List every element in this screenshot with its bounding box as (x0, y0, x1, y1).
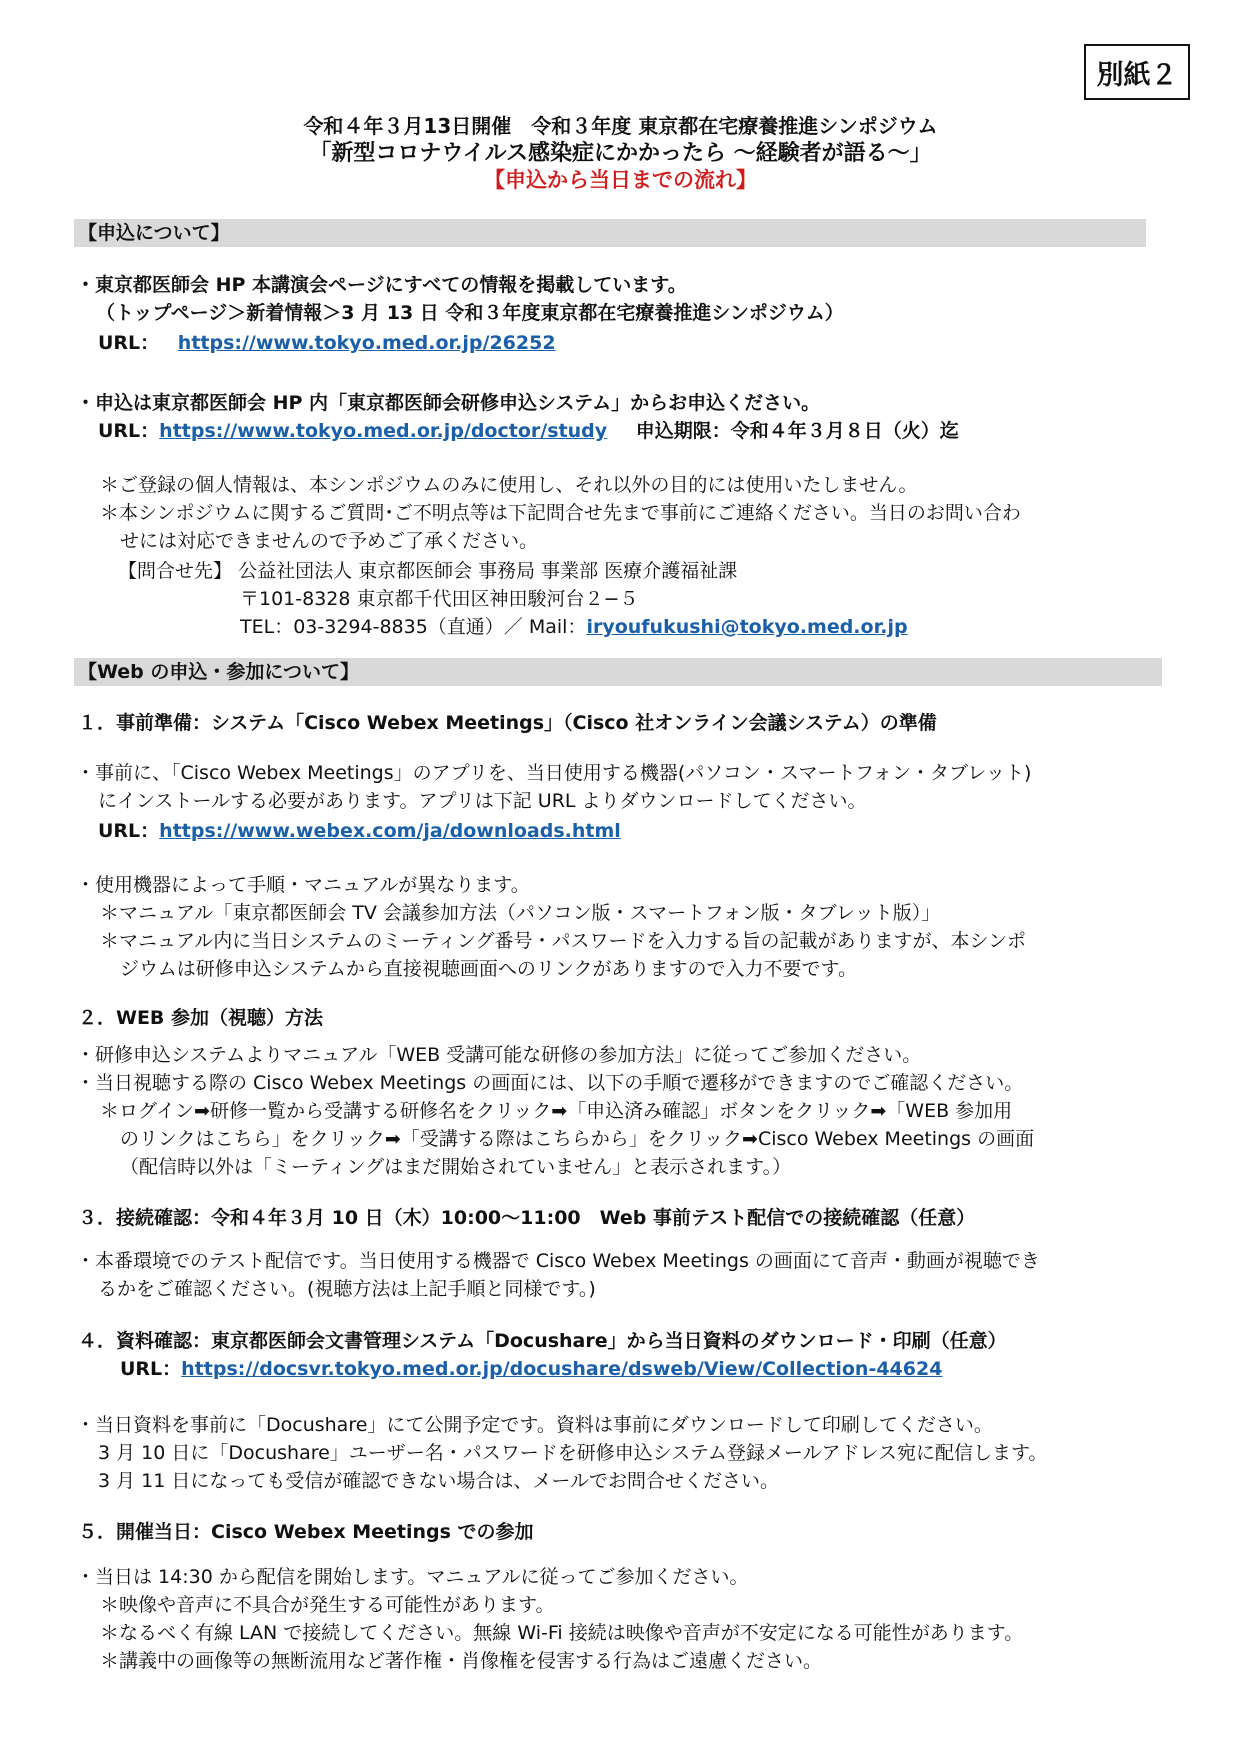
body-line: ・当日視聴する際の Cisco Webex Meetings の画面には、以下の手順で遷移ができますのでご確認ください。 (76, 1072, 1024, 1094)
body-line: ・使用機器によって手順・マニュアルが異なります。 (76, 874, 530, 896)
body-line: ・研修申込システムよりマニュアル「WEB 受講可能な研修の参加方法」に従ってご参加ください。 (76, 1044, 922, 1066)
note-line: ジウムは研修申込システムから直接視聴画面へのリンクがありますので入力不要です。 (120, 958, 858, 980)
url-label: URL： (98, 332, 160, 354)
url-label: URL： (120, 1358, 182, 1380)
note-line: ＊マニュアル「東京都医師会 TV 会議参加方法（パソコン版・スマートフォン版・タブレット版）」 (100, 902, 941, 924)
step-title: １．事前準備：システム「Cisco Webex Meetings」（Cisco 社オンライン会議システム）の準備 (78, 712, 937, 734)
note-line: ＊講義中の画像等の無断流用など著作権・肖像権を侵害する行為はご遠慮ください。 (100, 1650, 823, 1672)
contact-mail-link[interactable]: iryoufukushi@tokyo.med.or.jp (586, 616, 908, 638)
note-line: ＊なるべく有線 LAN で接続してください。無線 Wi-Fi 接続は映像や音声が不安定になる可能性があります。 (100, 1622, 1024, 1644)
url-row (98, 816, 621, 843)
info-line: ・東京都医師会 HP 本講演会ページにすべての情報を掲載しています。 (76, 274, 687, 296)
body-line: ・当日資料を事前に「Docushare」にて公開予定です。資料は事前にダウンロードして印刷してください。 (76, 1414, 993, 1436)
note-line: ＊映像や音声に不具合が発生する可能性があります。 (100, 1594, 555, 1616)
body-line: 3 月 10 日に「Docushare」ユーザー名・パスワードを研修申込システム登録メールアドレス宛に配信します。 (98, 1442, 1048, 1464)
body-line: るかをご確認ください。(視聴方法は上記手順と同様です。) (98, 1278, 596, 1300)
note-line: ＊本シンポジウムに関するご質問･ご不明点等は下記問合せ先まで事前にご連絡ください。当日のお問い合わ (100, 502, 1021, 524)
contact-row (118, 556, 737, 583)
section-heading-application: 【申込について】 (74, 219, 1146, 247)
section-heading-web: 【Web の申込・参加について】 (74, 658, 1162, 686)
note-line: ＊ご登録の個人情報は、本シンポジウムのみに使用し、それ以外の目的には使用いたしません。 (100, 474, 918, 496)
contact-label: 【問合せ先】 (118, 560, 233, 582)
deadline-text: 申込期限：令和４年３月８日（火）迄 (635, 420, 959, 442)
header-symposium-title: 「新型コロナウイルス感染症にかかったら ～経験者が語る～」 (309, 141, 932, 166)
attachment-badge: 別紙２ (1084, 44, 1190, 100)
body-line: ・事前に、「Cisco Webex Meetings」のアプリを、当日使用する機器(パソコン・スマートフォン・タブレット) (76, 762, 1032, 784)
note-line: ＊マニュアル内に当日システムのミーティング番号・パスワードを入力する旨の記載がありますが、本シンポ (100, 930, 1026, 952)
note-line: ＊ログイン➡研修一覧から受講する研修名をクリック➡「申込済み確認」ボタンをクリック➡「WEB 参加用 (100, 1100, 1013, 1122)
header-flow-title: 【申込から当日までの流れ】 (484, 168, 757, 192)
body-line: ・本番環境でのテスト配信です。当日使用する機器で Cisco Webex Meetings の画面にて音声・動画が視聴でき (76, 1250, 1040, 1272)
event-page-link[interactable]: https://www.tokyo.med.or.jp/26252 (177, 332, 556, 354)
step-title: ５．開催当日：Cisco Webex Meetings での参加 (78, 1521, 534, 1543)
step-title: ３．接続確認：令和４年３月 10 日（木）10:00～11:00 Web 事前テスト配信での接続確認（任意） (78, 1207, 976, 1229)
url-row (98, 416, 959, 443)
study-system-link[interactable]: https://www.tokyo.med.or.jp/doctor/study (159, 420, 608, 442)
body-line: にインストールする必要があります。アプリは下記 URL よりダウンロードしてください。 (98, 790, 867, 812)
step-title: ４．資料確認：東京都医師会文書管理システム「Docushare」から当日資料のダウンロード・印刷（任意） (78, 1330, 1007, 1352)
breadcrumb-path: （トップページ＞新着情報＞3 月 13 日 令和３年度東京都在宅療養推進シンポジウム） (96, 302, 844, 324)
url-label: URL： (98, 820, 160, 842)
header-event-line: 令和４年３月13日開催 令和３年度 東京都在宅療養推進シンポジウム (303, 114, 938, 138)
contact-tel-row (240, 612, 908, 639)
step-title: ２．WEB 参加（視聴）方法 (78, 1007, 324, 1029)
url-label: URL： (98, 420, 160, 442)
contact-organization: 公益社団法人 東京都医師会 事務局 事業部 医療介護福祉課 (238, 560, 738, 582)
note-line: せには対応できませんので予めご了承ください。 (120, 530, 539, 552)
webex-download-link[interactable]: https://www.webex.com/ja/downloads.html (159, 820, 621, 842)
url-row (120, 1354, 942, 1381)
body-line: ・当日は 14:30 から配信を開始します。マニュアルに従ってご参加ください。 (76, 1566, 749, 1588)
contact-tel: TEL：03-3294-8835（直通）／ Mail： (240, 616, 587, 638)
info-line: ・申込は東京都医師会 HP 内「東京都医師会研修申込システム」からお申込ください。 (76, 392, 821, 414)
note-line: （配信時以外は「ミーティングはまだ開始されていません」と表示されます。） (120, 1156, 792, 1178)
note-line: のリンクはこちら」をクリック➡「受講する際はこちらから」をクリック➡Cisco Webex Meetings の画面 (120, 1128, 1035, 1150)
docushare-link[interactable]: https://docsvr.tokyo.med.or.jp/docushare/dsweb/View/Collection-44624 (181, 1358, 943, 1380)
url-row (98, 328, 556, 355)
contact-address: 〒101-8328 東京都千代田区神田駿河台２−５ (240, 588, 639, 610)
body-line: 3 月 11 日になっても受信が確認できない場合は、メールでお問合せください。 (98, 1470, 780, 1492)
